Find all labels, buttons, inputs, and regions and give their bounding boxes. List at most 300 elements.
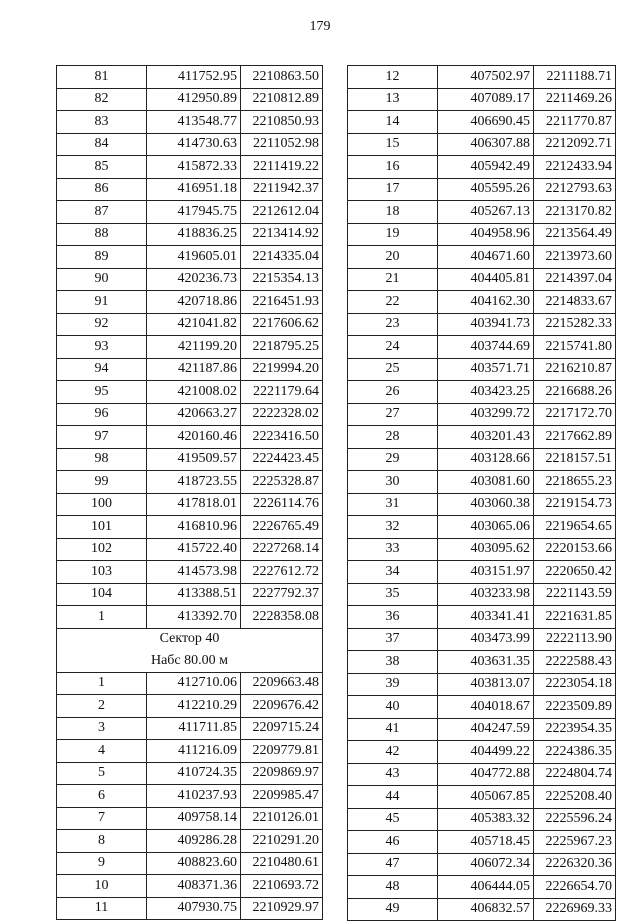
table-row [348,448,616,471]
table-row [57,336,323,359]
x-coordinate: 418836.25 [147,223,241,246]
y-coordinate: 2225208.40 [534,786,616,809]
y-coordinate: 2211469.26 [534,88,616,111]
table-row [348,291,616,314]
table-row [348,741,616,764]
x-coordinate: 404958.96 [438,223,534,246]
point-number: 46 [348,831,438,854]
point-number: 87 [57,201,147,224]
x-coordinate: 403341.41 [438,606,534,629]
y-coordinate: 2220650.42 [534,561,616,584]
table-row [348,403,616,426]
y-coordinate: 2227612.72 [241,561,323,584]
y-coordinate: 2226765.49 [241,516,323,539]
y-coordinate: 2209663.48 [241,672,323,695]
table-row [348,471,616,494]
y-coordinate: 2222328.02 [241,403,323,426]
y-coordinate: 2226654.70 [534,876,616,899]
x-coordinate: 411711.85 [147,717,241,740]
point-number: 32 [348,516,438,539]
point-number: 1 [57,606,147,629]
y-coordinate: 2211419.22 [241,156,323,179]
table-row [57,762,323,785]
table-row [57,111,323,134]
point-number: 47 [348,853,438,876]
x-coordinate: 404018.67 [438,696,534,719]
point-number: 98 [57,448,147,471]
y-coordinate: 2225596.24 [534,808,616,831]
x-coordinate: 405718.45 [438,831,534,854]
y-coordinate: 2212433.94 [534,156,616,179]
point-number: 4 [57,740,147,763]
x-coordinate: 403151.97 [438,561,534,584]
sector-header [57,628,323,672]
point-number: 23 [348,313,438,336]
x-coordinate: 406690.45 [438,111,534,134]
sector-title: Сектор 40 [57,628,323,650]
table-row [348,876,616,899]
y-coordinate: 2222588.43 [534,651,616,674]
x-coordinate: 421187.86 [147,358,241,381]
x-coordinate: 406307.88 [438,133,534,156]
x-coordinate: 416810.96 [147,516,241,539]
table-row [348,358,616,381]
point-number: 42 [348,741,438,764]
x-coordinate: 407930.75 [147,897,241,920]
y-coordinate: 2213170.82 [534,201,616,224]
x-coordinate: 410237.93 [147,785,241,808]
x-coordinate: 420718.86 [147,291,241,314]
y-coordinate: 2227792.37 [241,583,323,606]
y-coordinate: 2209779.81 [241,740,323,763]
point-number: 102 [57,538,147,561]
table-row [57,493,323,516]
table-row [57,695,323,718]
table-row [57,313,323,336]
x-coordinate: 420160.46 [147,426,241,449]
x-coordinate: 403631.35 [438,651,534,674]
y-coordinate: 2219994.20 [241,358,323,381]
point-number: 38 [348,651,438,674]
point-number: 31 [348,493,438,516]
table-row [348,201,616,224]
point-number: 43 [348,763,438,786]
x-coordinate: 403571.71 [438,358,534,381]
x-coordinate: 404162.30 [438,291,534,314]
point-number: 11 [57,897,147,920]
point-number: 49 [348,898,438,921]
point-number: 13 [348,88,438,111]
point-number: 41 [348,718,438,741]
y-coordinate: 2210812.89 [241,88,323,111]
point-number: 33 [348,538,438,561]
x-coordinate: 405942.49 [438,156,534,179]
x-coordinate: 406832.57 [438,898,534,921]
y-coordinate: 2216210.87 [534,358,616,381]
point-number: 18 [348,201,438,224]
sector-subtitle-row [57,650,323,672]
table-row [348,246,616,269]
table-row [348,651,616,674]
table-row [57,830,323,853]
x-coordinate: 407089.17 [438,88,534,111]
x-coordinate: 417945.75 [147,201,241,224]
x-coordinate: 409758.14 [147,807,241,830]
point-number: 15 [348,133,438,156]
x-coordinate: 421199.20 [147,336,241,359]
x-coordinate: 403065.06 [438,516,534,539]
left-table-body-after [57,672,323,920]
table-row [348,156,616,179]
point-number: 36 [348,606,438,629]
point-number: 100 [57,493,147,516]
y-coordinate: 2215741.80 [534,336,616,359]
y-coordinate: 2214397.04 [534,268,616,291]
x-coordinate: 405267.13 [438,201,534,224]
x-coordinate: 403473.99 [438,628,534,651]
table-row [348,561,616,584]
x-coordinate: 404405.81 [438,268,534,291]
table-row [348,381,616,404]
table-row [348,538,616,561]
point-number: 29 [348,448,438,471]
y-coordinate: 2215354.13 [241,268,323,291]
x-coordinate: 403423.25 [438,381,534,404]
y-coordinate: 2212793.63 [534,178,616,201]
point-number: 27 [348,403,438,426]
x-coordinate: 406444.05 [438,876,534,899]
table-row [57,875,323,898]
table-row [348,853,616,876]
table-row [348,831,616,854]
y-coordinate: 2223509.89 [534,696,616,719]
table-row [57,381,323,404]
table-row [57,807,323,830]
y-coordinate: 2221631.85 [534,606,616,629]
point-number: 37 [348,628,438,651]
table-row [57,133,323,156]
x-coordinate: 413392.70 [147,606,241,629]
y-coordinate: 2213973.60 [534,246,616,269]
y-coordinate: 2210850.93 [241,111,323,134]
x-coordinate: 417818.01 [147,493,241,516]
point-number: 39 [348,673,438,696]
y-coordinate: 2225328.87 [241,471,323,494]
table-row [57,426,323,449]
x-coordinate: 404499.22 [438,741,534,764]
table-row [57,358,323,381]
table-row [57,538,323,561]
point-number: 48 [348,876,438,899]
point-number: 24 [348,336,438,359]
x-coordinate: 412710.06 [147,672,241,695]
coordinates-table-left [56,65,323,920]
table-row [348,88,616,111]
y-coordinate: 2211770.87 [534,111,616,134]
y-coordinate: 2210126.01 [241,807,323,830]
table-row [348,808,616,831]
point-number: 96 [57,403,147,426]
x-coordinate: 403813.07 [438,673,534,696]
y-coordinate: 2209985.47 [241,785,323,808]
table-row [57,606,323,629]
table-row [348,763,616,786]
point-number: 16 [348,156,438,179]
table-row [57,740,323,763]
y-coordinate: 2209869.97 [241,762,323,785]
point-number: 14 [348,111,438,134]
point-number: 88 [57,223,147,246]
sector-subtitle: Набс 80.00 м [57,650,323,672]
table-row [348,628,616,651]
table-row [348,313,616,336]
x-coordinate: 414730.63 [147,133,241,156]
x-coordinate: 416951.18 [147,178,241,201]
y-coordinate: 2213414.92 [241,223,323,246]
table-row [348,178,616,201]
x-coordinate: 412950.89 [147,88,241,111]
point-number: 7 [57,807,147,830]
table-row [348,111,616,134]
table-row [57,268,323,291]
x-coordinate: 421041.82 [147,313,241,336]
y-coordinate: 2217662.89 [534,426,616,449]
y-coordinate: 2211942.37 [241,178,323,201]
x-coordinate: 403744.69 [438,336,534,359]
y-coordinate: 2210693.72 [241,875,323,898]
point-number: 2 [57,695,147,718]
point-number: 28 [348,426,438,449]
y-coordinate: 2226320.36 [534,853,616,876]
y-coordinate: 2211188.71 [534,66,616,89]
x-coordinate: 403128.66 [438,448,534,471]
x-coordinate: 403299.72 [438,403,534,426]
point-number: 45 [348,808,438,831]
point-number: 3 [57,717,147,740]
x-coordinate: 415872.33 [147,156,241,179]
table-row [348,583,616,606]
x-coordinate: 403201.43 [438,426,534,449]
y-coordinate: 2215282.33 [534,313,616,336]
point-number: 91 [57,291,147,314]
table-row [348,898,616,921]
x-coordinate: 409286.28 [147,830,241,853]
table-row [348,426,616,449]
table-row [57,88,323,111]
y-coordinate: 2218157.51 [534,448,616,471]
table-row [57,246,323,269]
point-number: 103 [57,561,147,584]
y-coordinate: 2225967.23 [534,831,616,854]
table-row [348,606,616,629]
x-coordinate: 403081.60 [438,471,534,494]
x-coordinate: 403233.98 [438,583,534,606]
point-number: 85 [57,156,147,179]
table-row [57,471,323,494]
y-coordinate: 2217606.62 [241,313,323,336]
point-number: 25 [348,358,438,381]
point-number: 35 [348,583,438,606]
y-coordinate: 2220153.66 [534,538,616,561]
y-coordinate: 2221179.64 [241,381,323,404]
y-coordinate: 2227268.14 [241,538,323,561]
table-row [348,718,616,741]
x-coordinate: 414573.98 [147,561,241,584]
y-coordinate: 2210291.20 [241,830,323,853]
point-number: 90 [57,268,147,291]
point-number: 40 [348,696,438,719]
y-coordinate: 2216688.26 [534,381,616,404]
point-number: 92 [57,313,147,336]
x-coordinate: 411752.95 [147,66,241,89]
table-row [57,448,323,471]
y-coordinate: 2213564.49 [534,223,616,246]
y-coordinate: 2217172.70 [534,403,616,426]
x-coordinate: 413388.51 [147,583,241,606]
table-row [348,786,616,809]
point-number: 44 [348,786,438,809]
table-row [57,66,323,89]
y-coordinate: 2218655.23 [534,471,616,494]
table-row [348,223,616,246]
y-coordinate: 2211052.98 [241,133,323,156]
point-number: 22 [348,291,438,314]
table-row [348,696,616,719]
y-coordinate: 2212612.04 [241,201,323,224]
point-number: 83 [57,111,147,134]
point-number: 94 [57,358,147,381]
table-row [57,403,323,426]
point-number: 17 [348,178,438,201]
y-coordinate: 2228358.08 [241,606,323,629]
y-coordinate: 2223954.35 [534,718,616,741]
y-coordinate: 2223054.18 [534,673,616,696]
point-number: 12 [348,66,438,89]
point-number: 99 [57,471,147,494]
y-coordinate: 2210863.50 [241,66,323,89]
y-coordinate: 2209676.42 [241,695,323,718]
y-coordinate: 2209715.24 [241,717,323,740]
right-table-body [348,66,616,921]
y-coordinate: 2221143.59 [534,583,616,606]
table-row [57,223,323,246]
point-number: 9 [57,852,147,875]
x-coordinate: 419509.57 [147,448,241,471]
table-row [57,516,323,539]
y-coordinate: 2224386.35 [534,741,616,764]
table-row [348,133,616,156]
x-coordinate: 408823.60 [147,852,241,875]
x-coordinate: 413548.77 [147,111,241,134]
point-number: 34 [348,561,438,584]
table-row [57,561,323,584]
point-number: 21 [348,268,438,291]
table-row [57,291,323,314]
x-coordinate: 420663.27 [147,403,241,426]
x-coordinate: 419605.01 [147,246,241,269]
table-row [348,516,616,539]
point-number: 26 [348,381,438,404]
x-coordinate: 407502.97 [438,66,534,89]
table-row [57,201,323,224]
x-coordinate: 405067.85 [438,786,534,809]
table-row [57,672,323,695]
x-coordinate: 406072.34 [438,853,534,876]
y-coordinate: 2216451.93 [241,291,323,314]
y-coordinate: 2223416.50 [241,426,323,449]
page-number: 179 [309,19,331,34]
y-coordinate: 2224423.45 [241,448,323,471]
x-coordinate: 412210.29 [147,695,241,718]
x-coordinate: 403095.62 [438,538,534,561]
x-coordinate: 418723.55 [147,471,241,494]
left-table-body [57,66,323,629]
x-coordinate: 411216.09 [147,740,241,763]
table-row [57,583,323,606]
x-coordinate: 404247.59 [438,718,534,741]
point-number: 81 [57,66,147,89]
sector-title-row [57,628,323,650]
x-coordinate: 405383.32 [438,808,534,831]
point-number: 97 [57,426,147,449]
point-number: 84 [57,133,147,156]
point-number: 89 [57,246,147,269]
y-coordinate: 2210929.97 [241,897,323,920]
point-number: 104 [57,583,147,606]
table-row [57,156,323,179]
x-coordinate: 420236.73 [147,268,241,291]
y-coordinate: 2210480.61 [241,852,323,875]
y-coordinate: 2218795.25 [241,336,323,359]
point-number: 5 [57,762,147,785]
y-coordinate: 2226969.33 [534,898,616,921]
point-number: 20 [348,246,438,269]
point-number: 1 [57,672,147,695]
y-coordinate: 2219654.65 [534,516,616,539]
point-number: 82 [57,88,147,111]
table-row [57,717,323,740]
y-coordinate: 2212092.71 [534,133,616,156]
coordinates-table-right [347,65,616,921]
table-row [57,178,323,201]
table-row [348,673,616,696]
x-coordinate: 415722.40 [147,538,241,561]
x-coordinate: 403941.73 [438,313,534,336]
point-number: 8 [57,830,147,853]
x-coordinate: 404772.88 [438,763,534,786]
point-number: 93 [57,336,147,359]
point-number: 86 [57,178,147,201]
point-number: 30 [348,471,438,494]
x-coordinate: 404671.60 [438,246,534,269]
x-coordinate: 405595.26 [438,178,534,201]
table-row [57,852,323,875]
y-coordinate: 2222113.90 [534,628,616,651]
x-coordinate: 408371.36 [147,875,241,898]
point-number: 6 [57,785,147,808]
x-coordinate: 410724.35 [147,762,241,785]
y-coordinate: 2224804.74 [534,763,616,786]
table-row [348,66,616,89]
table-row [57,785,323,808]
point-number: 19 [348,223,438,246]
point-number: 10 [57,875,147,898]
table-row [348,493,616,516]
point-number: 101 [57,516,147,539]
y-coordinate: 2214335.04 [241,246,323,269]
point-number: 95 [57,381,147,404]
table-row [57,897,323,920]
